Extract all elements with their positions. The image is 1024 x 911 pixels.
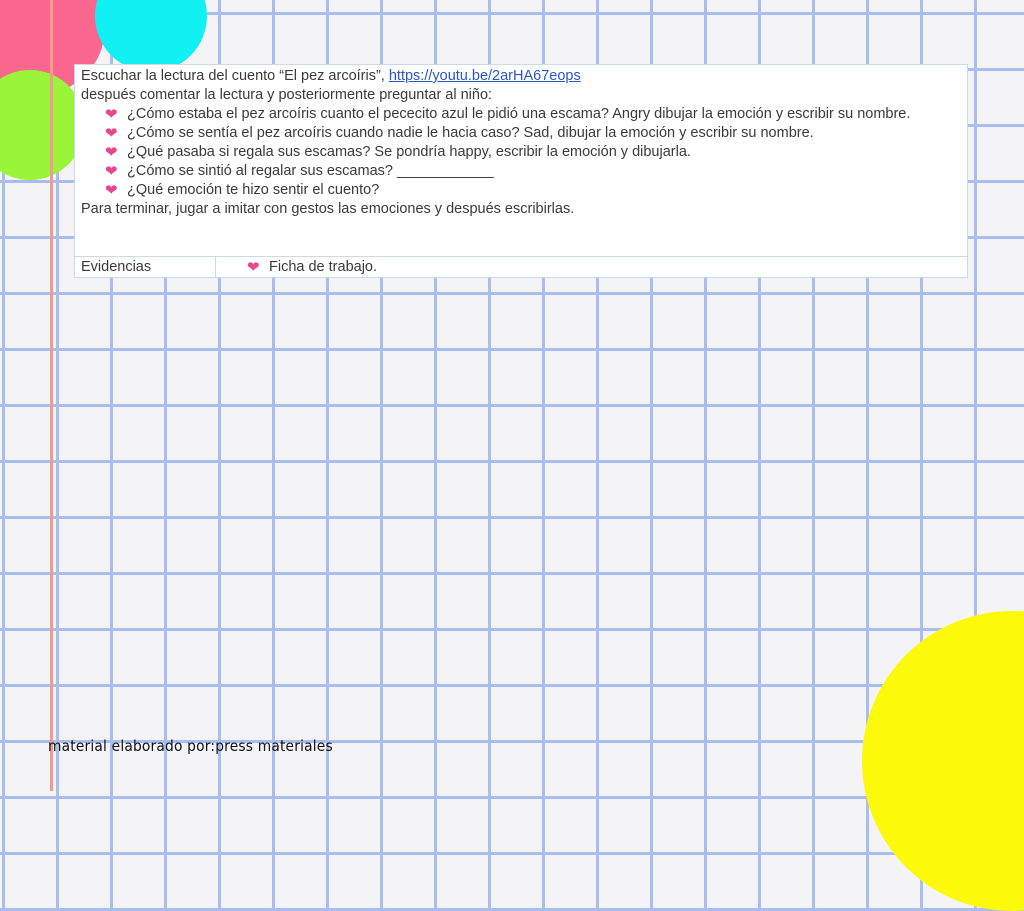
- footer-credit: material elaborado por:press materiales: [48, 737, 333, 755]
- column-divider: [215, 257, 216, 277]
- decor-cyan-circle: [95, 0, 207, 72]
- heart-icon: ❤: [105, 144, 118, 161]
- video-link[interactable]: https://youtu.be/2arHA67eops: [388, 68, 581, 84]
- heart-icon: ❤: [105, 163, 118, 180]
- evidence-row: [75, 257, 967, 277]
- question-item: ❤ ¿Qué emoción te hizo sentir el cuento?: [105, 182, 380, 199]
- intro-text: Escuchar la lectura del cuento “El pez arcoíris”,: [81, 68, 389, 84]
- instructions-cell: [75, 65, 969, 219]
- question-item: ❤ ¿Qué pasaba si regala sus escamas? Se pondría happy, escribir la emoción y dibujarla.: [105, 144, 691, 161]
- intro-line-2: después comentar la lectura y posteriormente preguntar al niño:: [81, 87, 493, 103]
- question-item: ❤ ¿Cómo se sintió al regalar sus escamas? ____________: [105, 163, 494, 180]
- heart-icon: ❤: [247, 259, 260, 276]
- evidence-label: Evidencias: [81, 259, 152, 275]
- activity-table: [74, 64, 968, 278]
- closing-text: Para terminar, jugar a imitar con gestos las emociones y después escribirlas.: [81, 201, 575, 217]
- intro-line: [81, 67, 965, 86]
- heart-icon: ❤: [105, 125, 118, 142]
- heart-icon: ❤: [105, 106, 118, 123]
- question-list: [81, 105, 965, 200]
- notebook-margin-line: [50, 0, 53, 791]
- evidence-item: ❤ Ficha de trabajo.: [247, 259, 378, 276]
- question-item: ❤ ¿Cómo se sentía el pez arcoíris cuando nadie le hacia caso? Sad, dibujar la emoción y escribir su nombre.: [105, 125, 814, 142]
- question-item: ❤ ¿Cómo estaba el pez arcoíris cuanto el pececito azul le pidió una escama? Angry dibujar la emoción y escribir su nombre.: [105, 106, 911, 123]
- decor-yellow-circle: [862, 611, 1024, 911]
- heart-icon: ❤: [105, 182, 118, 199]
- decor-green-circle: [0, 70, 85, 180]
